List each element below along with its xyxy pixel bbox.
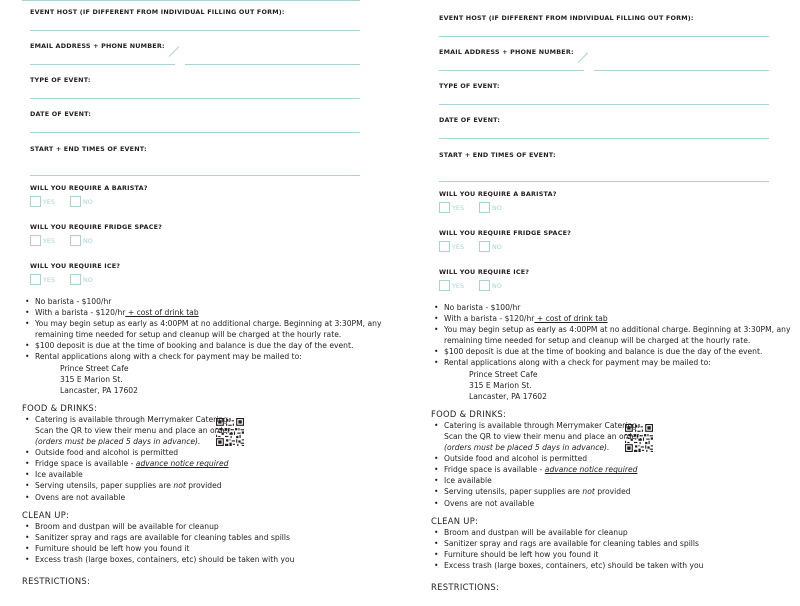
list-item: • Ice available [25,470,83,480]
list-item-continued [22,436,382,447]
list-item: • With a barista - $120/hr + cost of drink tab [25,308,199,318]
cleanup-list [431,527,791,571]
mailing-address-line: Prince Street Cafe [60,363,129,373]
list-item: • Outside food and alcohol is permitted [434,454,588,464]
list-item: • Catering is available through Merrymaker Catering. [434,420,640,430]
field-label: EMAIL ADDRESS + PHONE NUMBER: [30,42,165,50]
question-label: WILL YOU REQUIRE ICE? [439,268,530,276]
list-item-continued [22,425,382,436]
phone-underline [594,70,769,71]
checkbox[interactable] [479,241,490,252]
email-phone-field[interactable] [439,48,769,82]
field-label: START + END TIMES OF EVENT: [30,145,147,153]
list-item: • You may begin setup as early as 4:00PM at no additional charge. Beginning at 3:30PM, any [434,325,791,335]
list-item: • No barista - $100/hr [434,303,521,312]
option-label: YES [43,197,55,206]
item-text: Rental applications along with a check for payment may be mailed to: [444,358,711,368]
item-text: Broom and dustpan will be available for cleanup [444,527,628,537]
ice-question [30,262,120,285]
checkbox[interactable] [30,196,41,207]
item-text: + cost of drink tab [534,314,608,324]
list-item: • Furniture should be left how you found it [434,549,599,559]
item-text: Serving utensils, paper supplies are [35,481,174,491]
list-item: • Catering is available through Merrymaker Catering. [25,414,231,424]
option-label: NO [492,242,502,251]
list-item: • Serving utensils, paper supplies are not provided [25,481,222,491]
item-text: You may begin setup as early as 4:00PM at no additional charge. Beginning at 3:30PM, any [444,325,791,335]
option-label: YES [43,236,55,245]
food-list [431,420,791,509]
event-type-field[interactable] [30,76,360,110]
event-times-field[interactable] [30,145,360,179]
item-text: Ovens are not available [35,492,126,502]
fridge-question [30,223,162,246]
field-label: DATE OF EVENT: [439,116,501,124]
list-item: • Fridge space is available - advance notice required [434,465,638,475]
list-item: • With a barista - $120/hr + cost of drink tab [434,314,608,324]
field-underline [30,98,360,99]
item-text: With a barista - [444,314,505,324]
item-text: Ice available [444,476,492,486]
yes-option[interactable] [439,280,479,291]
ice-question [439,268,529,291]
item-text: Furniture should be left how you found it [35,543,190,553]
option-label: YES [452,203,464,212]
price-value: $120/hr [95,308,126,318]
field-label: TYPE OF EVENT: [30,76,91,84]
item-text: $100 deposit is due at the time of booking and balance is due the day of the event. [35,341,354,351]
section-title: FOOD & DRINKS: [431,408,507,419]
email-underline [439,70,584,71]
item-text: Fridge space is available - [444,465,545,475]
item-text: $100 deposit is due at the time of booking and balance is due the day of the event. [444,347,763,357]
price-value: $120/hr [504,314,535,324]
top-rule [22,0,360,1]
checkbox[interactable] [439,280,450,291]
mailing-address-line: Prince Street Cafe [469,369,538,379]
option-label: YES [452,281,464,290]
form-page-right [409,6,800,606]
item-text: Furniture should be left how you found it [444,549,599,559]
no-option[interactable] [70,235,110,246]
event-times-field[interactable] [439,151,769,185]
item-text: provided [594,487,631,497]
list-item-continued [431,335,791,346]
field-underline [439,138,769,139]
item-text: not [173,481,186,491]
event-date-field[interactable] [439,116,769,150]
item-text: advance notice required [544,465,638,475]
list-item-continued [22,329,382,340]
option-label: YES [43,275,55,284]
item-text: No barista - [35,297,82,306]
form-page-left [0,0,400,600]
question-label: WILL YOU REQUIRE A BARISTA? [30,184,148,192]
section-title: RESTRICTIONS: [22,575,91,586]
item-text: Scan the QR to view their menu and place an order: [35,425,233,435]
barista-question [439,190,557,213]
list-item: • Broom and dustpan will be available for cleanup [434,527,628,537]
question-label: WILL YOU REQUIRE FRIDGE SPACE? [30,223,163,231]
question-label: WILL YOU REQUIRE ICE? [30,262,121,270]
item-text: Ice available [35,470,83,480]
checkbox[interactable] [30,274,41,285]
option-label: NO [492,203,502,212]
item-text: Excess trash (large boxes, containers, etc) should be taken with you [444,560,704,570]
item-text: Scan the QR to view their menu and place an order: [444,431,642,441]
checkbox[interactable] [70,235,81,246]
item-text: (orders must be placed 5 days in advance). [35,437,201,447]
list-item-continued [431,442,791,453]
list-item: • Sanitizer spray and rags are available for cleaning tables and spills [25,532,290,542]
item-text: Ovens are not available [444,498,535,508]
list-item: • You may begin setup as early as 4:00PM at no additional charge. Beginning at 3:30PM, any [25,319,382,329]
checkbox[interactable] [479,280,490,291]
section-title: RESTRICTIONS: [431,581,500,592]
field-underline [30,175,360,176]
option-label: NO [83,236,93,245]
item-text: (orders must be placed 5 days in advance). [444,443,610,453]
no-option[interactable] [70,196,110,207]
option-label: YES [452,242,464,251]
option-label: NO [83,275,93,284]
option-label: NO [492,281,502,290]
field-label: EMAIL ADDRESS + PHONE NUMBER: [439,48,574,56]
section-title: CLEAN UP: [22,509,70,520]
yes-option[interactable] [30,274,70,285]
item-text: + cost of drink tab [125,308,199,318]
list-item: • Rental applications along with a check for payment may be mailed to: [434,358,711,368]
list-item: • Ice available [434,476,492,486]
item-text: With a barista - [35,308,96,318]
item-text: not [582,487,595,497]
field-underline [30,132,360,133]
item-text: Fridge space is available - [35,459,136,469]
field-underline [439,104,769,105]
list-item: • No barista - $100/hr [25,297,112,306]
field-divider-slash [578,52,589,63]
price-value: $100/hr [490,303,521,312]
email-phone-field[interactable] [30,42,360,76]
list-item-continued [431,431,791,442]
list-item: • Sanitizer spray and rags are available for cleaning tables and spills [434,538,699,548]
info-content [431,302,791,593]
item-text: Excess trash (large boxes, containers, etc) should be taken with you [35,554,295,564]
event-host-field[interactable] [439,14,769,48]
event-date-field[interactable] [30,110,360,144]
item-text: Serving utensils, paper supplies are [444,487,583,497]
field-label: EVENT HOST (IF DIFFERENT FROM INDIVIDUAL FILLING OUT FORM): [439,14,694,22]
checkbox[interactable] [70,196,81,207]
checkbox[interactable] [439,202,450,213]
item-text: Catering is available through Merrymaker Catering. [35,414,231,424]
item-text: remaining time needed for setup and cleanup will be charged at the hourly rate. [444,336,751,346]
item-text: Sanitizer spray and rags are available for cleaning tables and spills [444,538,699,548]
mailing-address-line: 315 E Marion St. [469,380,532,390]
field-label: EVENT HOST (IF DIFFERENT FROM INDIVIDUAL FILLING OUT FORM): [30,8,285,16]
mailing-address-line: 315 E Marion St. [60,374,123,384]
phone-underline [185,64,360,65]
no-option[interactable] [479,202,519,213]
price-value: $100/hr [81,297,112,306]
mailing-address-line: Lancaster, PA 17602 [60,385,138,395]
item-text: advance notice required [135,459,229,469]
yes-option[interactable] [439,202,479,213]
list-item: • Furniture should be left how you found it [25,543,190,553]
item-text: Rental applications along with a check for payment may be mailed to: [35,352,302,362]
question-label: WILL YOU REQUIRE A BARISTA? [439,190,557,198]
pricing-list [22,296,382,396]
field-label: TYPE OF EVENT: [439,82,500,90]
event-type-field[interactable] [439,82,769,116]
barista-question [30,184,148,207]
section-title: CLEAN UP: [431,515,479,526]
list-item: • Ovens are not available [25,492,126,502]
section-title: FOOD & DRINKS: [22,402,98,413]
list-item: • Broom and dustpan will be available for cleanup [25,521,219,531]
checkbox[interactable] [439,241,450,252]
item-text: Broom and dustpan will be available for cleanup [35,521,219,531]
item-text: You may begin setup as early as 4:00PM at no additional charge. Beginning at 3:30PM, any [35,319,382,329]
list-item: • Excess trash (large boxes, containers, etc) should be taken with you [25,554,295,564]
field-label: START + END TIMES OF EVENT: [439,151,556,159]
cleanup-list [22,521,382,565]
item-text: No barista - [444,303,491,312]
field-underline [439,181,769,182]
yes-option[interactable] [30,235,70,246]
list-item: • $100 deposit is due at the time of booking and balance is due the day of the event. [25,341,354,351]
list-item: • Ovens are not available [434,498,535,508]
mailing-address-line: Lancaster, PA 17602 [469,391,547,401]
checkbox[interactable] [30,235,41,246]
no-option[interactable] [479,280,519,291]
list-item: • Serving utensils, paper supplies are not provided [434,487,631,497]
email-underline [30,64,175,65]
checkbox[interactable] [479,202,490,213]
no-option[interactable] [479,241,519,252]
item-text: Sanitizer spray and rags are available for cleaning tables and spills [35,532,290,542]
fridge-question [439,229,571,252]
field-underline [439,36,769,37]
pricing-list [431,302,791,402]
list-item: • Fridge space is available - advance notice required [25,459,229,469]
item-text: remaining time needed for setup and cleanup will be charged at the hourly rate. [35,330,342,340]
yes-option[interactable] [30,196,70,207]
list-item: • Rental applications along with a check for payment may be mailed to: [25,352,302,362]
item-text: Outside food and alcohol is permitted [35,448,179,458]
question-label: WILL YOU REQUIRE FRIDGE SPACE? [439,229,572,237]
field-label: DATE OF EVENT: [30,110,92,118]
food-list [22,414,382,503]
event-host-field[interactable] [30,8,360,42]
field-underline [30,30,360,31]
list-item: • Excess trash (large boxes, containers, etc) should be taken with you [434,560,704,570]
list-item: • $100 deposit is due at the time of booking and balance is due the day of the event. [434,347,763,357]
list-item: • Outside food and alcohol is permitted [25,448,179,458]
option-label: NO [83,197,93,206]
item-text: Catering is available through Merrymaker Catering. [444,420,640,430]
checkbox[interactable] [70,274,81,285]
item-text: Outside food and alcohol is permitted [444,454,588,464]
item-text: provided [185,481,222,491]
field-divider-slash [169,46,180,57]
info-content [22,296,382,587]
yes-option[interactable] [439,241,479,252]
no-option[interactable] [70,274,110,285]
